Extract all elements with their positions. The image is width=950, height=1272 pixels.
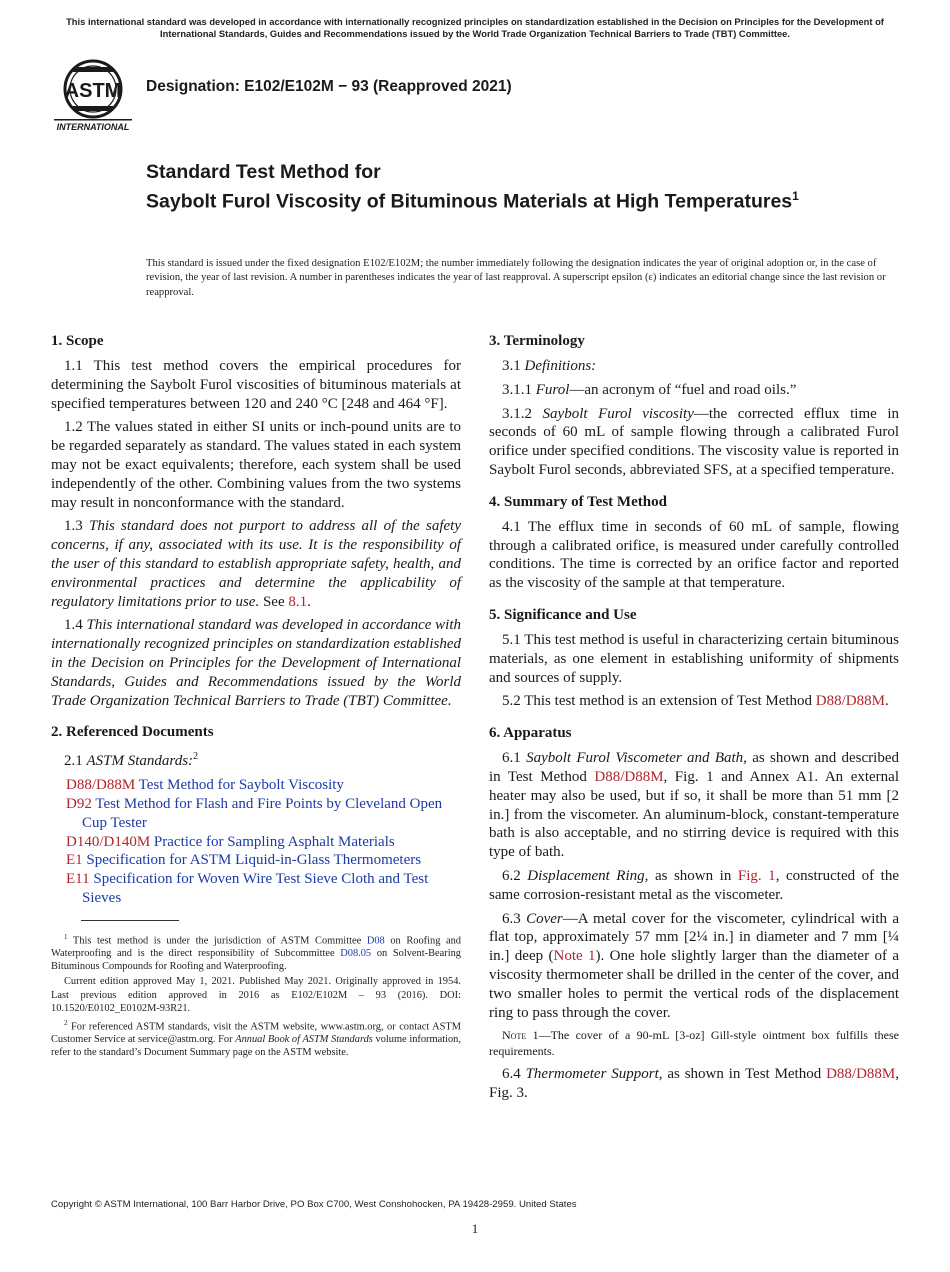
ref-item xyxy=(51,776,461,795)
ref-title-link[interactable]: Specification for Woven Wire Test Sieve Cloth and Test Sieves xyxy=(82,871,429,906)
issued-note: This standard is issued under the fixed designation E102/E102M; the number immediately following the designation indicates the year of original adoption or, in the case of revision, the year of last revision. A number in parentheses indicates the year of last reapproval. A superscript epsilon (ε) indicates an editorial change since the last revision or reapproval. xyxy=(146,258,886,298)
section-referenced-documents-heading: 2. Referenced Documents xyxy=(51,724,214,741)
ref-title-link[interactable]: Test Method for Flash and Fire Points by Cleveland Open Cup Tester xyxy=(82,795,443,831)
footnote-2: $^2$ For referenced ASTM standards, visit the ASTM website, www.astm.org, or contact ASTM Customer Service at service@astm.org. For Annual Book of ASTM Standards volume information, refer to the standard’s Document Summary page on the ASTM website. xyxy=(51,1018,461,1059)
ref-code-link[interactable]: E11 xyxy=(66,871,90,888)
left-column xyxy=(51,332,461,1062)
link-fig-1[interactable]: Fig. 1 xyxy=(737,867,776,884)
section-summary-heading: 4. Summary of Test Method xyxy=(489,493,667,510)
para-3-1-1: 3.1.1 Furol—an acronym of “fuel and road oils.” xyxy=(502,381,797,398)
ref-item xyxy=(51,833,461,852)
para-6-4: 6.4 Thermometer Support, as shown in Test Method D88/D88M, Fig. 3. xyxy=(489,1065,899,1101)
svg-text:ASTM: ASTM xyxy=(64,80,122,102)
title-line-1: Standard Test Method for xyxy=(146,161,381,183)
para-4-1: 4.1 The efflux time in seconds of 60 mL of sample, flowing through a calibrated orifice, is measured under carefully controlled conditions. The time is corrected by an orifice factor and reported as the viscosity of the sample at that temperature. xyxy=(489,518,899,592)
ref-title-link[interactable]: Practice for Sampling Asphalt Materials xyxy=(150,833,395,850)
para-2-1: 2.1 ASTM Standards:$^2$ xyxy=(64,751,199,770)
ref-code-link[interactable]: D88/D88M xyxy=(66,777,136,794)
designation: Designation: E102/E102M − 93 (Reapproved 2021) xyxy=(146,78,512,95)
section-apparatus-heading: 6. Apparatus xyxy=(489,725,572,742)
link-d88[interactable]: D88/D88M xyxy=(815,693,885,710)
title-line-2: Saybolt Furol Viscosity of Bituminous Materials at High Temperatures$^1$ xyxy=(146,189,799,213)
right-column xyxy=(489,332,899,1107)
referenced-standards-list xyxy=(51,776,461,908)
section-terminology-heading: 3. Terminology xyxy=(489,333,585,349)
document-title xyxy=(146,160,866,214)
note-1: Note 1—The cover of a 90-mL [3-oz] Gill-style ointment box fulfills these requirements. xyxy=(489,1028,899,1058)
section-scope-heading: 1. Scope xyxy=(51,333,104,349)
link-note-1[interactable]: Note 1 xyxy=(553,948,596,965)
svg-text:INTERNATIONAL: INTERNATIONAL xyxy=(56,122,130,132)
standardization-notice: This international standard was developed in accordance with internationally recognized principles on standardization established in the Decision on Principles for the Development of International Standards, Guides and Recommendations issued by the World Trade Organization Technical Barriers to Trade (TBT) Committee. xyxy=(66,16,884,39)
para-5-1: 5.1 This test method is useful in characterizing certain bituminous materials, as one element in establishing uniformity of shipments and sources of supply. xyxy=(489,631,899,686)
para-6-2: 6.2 Displacement Ring, as shown in Fig. 1, constructed of the same corrosion-resistant metal as the viscometer. xyxy=(489,867,900,903)
para-6-1: 6.1 Saybolt Furol Viscometer and Bath, as shown and described in Test Method D88/D88M, Fig. 1 and Annex A1. An external heater may also be used, but if so, it shall be more than 51 mm [2 in.] from the viscometer. An aluminum-block, constant-temperature bath is also acceptable, and no stirring device is required with this type of bath. xyxy=(489,750,900,861)
ref-item xyxy=(51,851,461,870)
page-number: 1 xyxy=(471,1221,479,1236)
copyright-footer: Copyright © ASTM International, 100 Barr Harbor Drive, PO Box C700, West Conshohocken, PA 19428-2959. United States xyxy=(51,1199,577,1210)
link-d08[interactable]: D08 xyxy=(366,935,385,947)
ref-code-link[interactable]: D92 xyxy=(66,795,92,812)
para-1-1: 1.1 This test method covers the empirical procedures for determining the Saybolt Furol viscosities of bituminous materials at specified temperatures between 120 and 240 °C [248 and 464 °F]. xyxy=(51,358,461,412)
astm-logo xyxy=(52,56,134,134)
para-3-1-2: 3.1.2 Saybolt Furol viscosity—the corrected efflux time in seconds of 60 mL of sample flowing through a calibrated Furol orifice under specified conditions. The viscosity value is reported in Saybolt Furol seconds, abbreviated SFS, at a specified temperature. xyxy=(489,405,899,478)
link-d08-05[interactable]: D08.05 xyxy=(340,948,372,960)
para-3-1: 3.1 Definitions: xyxy=(502,358,597,374)
section-significance-heading: 5. Significance and Use xyxy=(489,606,637,623)
para-1-2: 1.2 The values stated in either SI units or inch-pound units are to be regarded separately as standard. The values stated in each system may not be exact equivalents; therefore, each system shall be used independently of the other. Combining values from the two systems may result in nonconformance with the standard. xyxy=(51,419,461,511)
link-d88[interactable]: D88/D88M xyxy=(594,768,664,785)
ref-item xyxy=(51,795,461,833)
ref-code-link[interactable]: D140/D140M xyxy=(66,833,151,850)
title-footnote-mark: 1 xyxy=(792,189,799,203)
ref-title-link[interactable]: Test Method for Saybolt Viscosity xyxy=(135,777,344,794)
footnote-divider xyxy=(81,920,179,921)
link-d88[interactable]: D88/D88M xyxy=(826,1065,896,1082)
ref-item xyxy=(51,870,461,908)
ref-title-link[interactable]: Specification for ASTM Liquid-in-Glass Thermometers xyxy=(82,852,422,869)
para-6-3: 6.3 Cover—A metal cover for the viscometer, cylindrical with a flat top, approximately 57 mm [2¼ in.] in diameter and 7 mm [¼ in.] deep (Note 1). One hole slightly larger than the diameter of a viscosity thermometer shall be drilled in the center of the cover, and two smaller holes to permit the vertical rods of the displacement ring to pass through the cover. xyxy=(489,910,900,1021)
footnote-1: $^1$ This test method is under the jurisdiction of ASTM Committee D08 on Roofing and Waterproofing and is the direct responsibility of Subcommittee D08.05 on Solvent-Bearing Bituminous Compounds for Roofing and Waterproofing. xyxy=(51,932,461,973)
footnote-1-edition: Current edition approved May 1, 2021. Published May 2021. Originally approved in 1954. Last previous edition approved in 2016 as E102/E102M – 93 (2016). DOI: 10.1520/E0102_E0102M-93R21. xyxy=(51,976,461,1014)
para-5-2: 5.2 This test method is an extension of Test Method D88/D88M. xyxy=(502,693,889,710)
ref-code-link[interactable]: E1 xyxy=(66,852,83,869)
para-1-4: 1.4 This international standard was developed in accordance with internationally recognized principles on standardization established in the Decision on Principles for the Development of International Standards, Guides and Recommendations issued by the World Trade Organization Technical Barriers to Trade (TBT) Committee. xyxy=(51,617,461,709)
link-8-1[interactable]: 8.1 xyxy=(288,593,308,610)
para-1-3: 1.3 This standard does not purport to address all of the safety concerns, if any, associated with its use. It is the responsibility of the user of this standard to establish appropriate safety, health, and environmental practices and determine the applicability of regulatory limitations prior to use. See 8.1. xyxy=(51,518,462,610)
